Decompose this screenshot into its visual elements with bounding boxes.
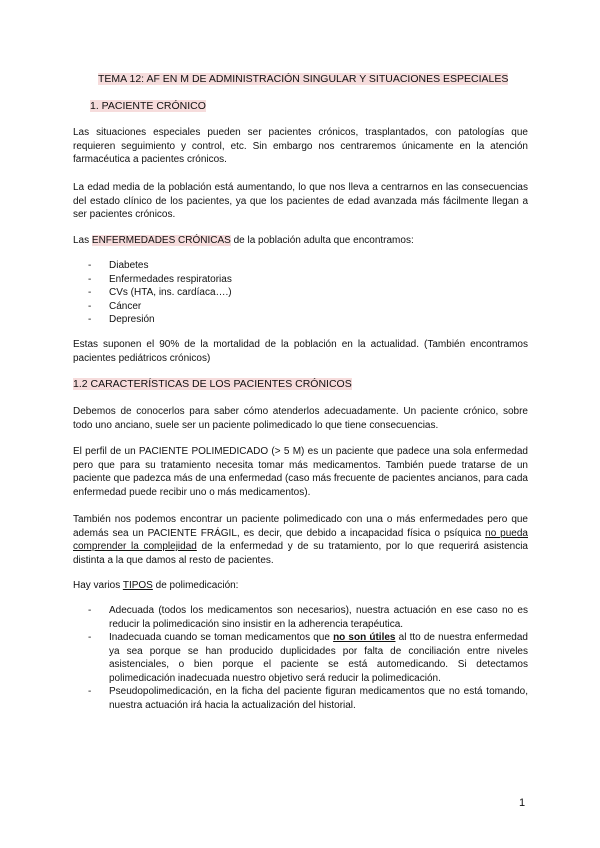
list-item bbox=[88, 259, 528, 273]
list-item-text: Cáncer bbox=[109, 300, 142, 312]
paragraph-7-pre: También nos podemos encontrar un paciente polimedicado con una o más enfermedades pero que además sea un PACIENTE FRÁGIL, es decir, que debido a incapacidad física o psíquica bbox=[73, 514, 528, 539]
paragraph-2: La edad media de la población está aumentando, lo que nos lleva a centrarnos en las consecuencias del estado clínico de los pacientes, ya que los pacientes de edad avanzada más fácilmente llegan a ser pacientes crónicos. bbox=[73, 182, 528, 220]
paragraph-7 bbox=[73, 513, 528, 567]
paragraph-4: Estas suponen el 90% de la mortalidad de la población en la actualidad. (También encontramos pacientes pediátricos crónicos) bbox=[73, 339, 528, 364]
document-title bbox=[98, 73, 508, 87]
dash-bullet: - bbox=[88, 314, 92, 325]
dash-bullet: - bbox=[88, 686, 92, 697]
list-item-text: Adecuada (todos los medicamentos son necesarios), nuestra actuación en ese caso no es reducir la polimedicación sino insistir en la adherencia terapéutica. bbox=[109, 605, 528, 630]
list-item bbox=[88, 685, 528, 712]
paragraph-1: Las situaciones especiales pueden ser pacientes crónicos, trasplantados, con patologías que requieren seguimiento y control, etc. Sin embargo nos centraremos únicamente en la atención farmacéutica a pacientes crónicos. bbox=[73, 127, 528, 165]
paragraph-7-underline: no pueda comprender la complejidad bbox=[73, 527, 528, 552]
paragraph-3 bbox=[73, 234, 528, 248]
paragraph-8 bbox=[73, 579, 528, 593]
list-item-text-pre: Inadecuada cuando se toman medicamentos que bbox=[109, 632, 334, 643]
list-item-text: Diabetes bbox=[109, 260, 149, 271]
list-item bbox=[88, 313, 528, 327]
chronic-diseases-highlight: ENFERMEDADES CRÓNICAS bbox=[91, 235, 231, 246]
paragraph-3-post: de la población adulta que encontramos: bbox=[230, 235, 414, 246]
list-item-text: Enfermedades respiratorias bbox=[109, 273, 232, 285]
list-item bbox=[88, 604, 528, 631]
document-title-text: TEMA 12: AF EN M DE ADMINISTRACIÓN SINGULAR Y SITUACIONES ESPECIALES bbox=[98, 73, 509, 85]
list-item-text: CVs (HTA, ins. cardíaca….) bbox=[109, 287, 232, 298]
section-heading-1-text: 1. PACIENTE CRÓNICO bbox=[90, 100, 206, 112]
list-item bbox=[88, 300, 528, 314]
section-heading-1 bbox=[90, 100, 206, 114]
polymedication-types-list bbox=[88, 604, 528, 712]
paragraph-3-pre: Las bbox=[73, 235, 92, 246]
paragraph-8-pre: Hay varios bbox=[73, 580, 123, 591]
list-item-text: Pseudopolimedicación, en la ficha del paciente figuran medicamentos que no está tomando, nuestra actuación irá hacia la actualización del historial. bbox=[109, 686, 528, 711]
types-underline: TIPOS bbox=[122, 580, 153, 591]
section-heading-1-2 bbox=[73, 378, 352, 392]
dash-bullet: - bbox=[88, 632, 92, 643]
dash-bullet: - bbox=[88, 260, 92, 271]
diseases-list bbox=[88, 259, 528, 327]
paragraph-6: El perfil de un PACIENTE POLIMEDICADO (> 5 M) es un paciente que padece una sola enfermedad pero que para su tratamiento necesita tomar más medicamentos. También puede tratarse de un paciente que padezca más de una enfermedad (caso más frecuente de pacientes ancianos, para cada enfermedad puede recibir uno o más medicamentos). bbox=[73, 446, 528, 498]
list-item-text: Depresión bbox=[109, 314, 155, 325]
list-item-text-post: al tto de nuestra enfermedad ya sea porque se han producido duplicidades por falta de conciliación entre niveles asistenciales, o bien porque el paciente se está automedicando. Si detectamos polimedicación inadecuada nuestro objetivo será reducir la polimedicación. bbox=[109, 632, 528, 684]
dash-bullet: - bbox=[88, 605, 92, 616]
not-useful-underline: no son útiles bbox=[333, 632, 396, 643]
dash-bullet: - bbox=[88, 287, 92, 298]
paragraph-8-post: de polimedicación: bbox=[152, 580, 239, 591]
dash-bullet: - bbox=[88, 300, 92, 312]
section-heading-1-2-text: 1.2 CARACTERÍSTICAS DE LOS PACIENTES CRÓNICOS bbox=[73, 378, 352, 390]
page-number: 1 bbox=[519, 797, 526, 809]
list-item bbox=[88, 286, 528, 300]
dash-bullet: - bbox=[88, 273, 92, 285]
list-item bbox=[88, 631, 528, 685]
paragraph-7-post: de la enfermedad y de su tratamiento, por lo que requerirá asistencia distinta a la que damos al resto de pacientes. bbox=[73, 541, 528, 566]
list-item bbox=[88, 273, 528, 287]
paragraph-5: Debemos de conocerlos para saber cómo atenderlos adecuadamente. Un paciente crónico, sobre todo uno anciano, suele ser un paciente polimedicado lo que tiene consecuencias. bbox=[73, 406, 528, 431]
